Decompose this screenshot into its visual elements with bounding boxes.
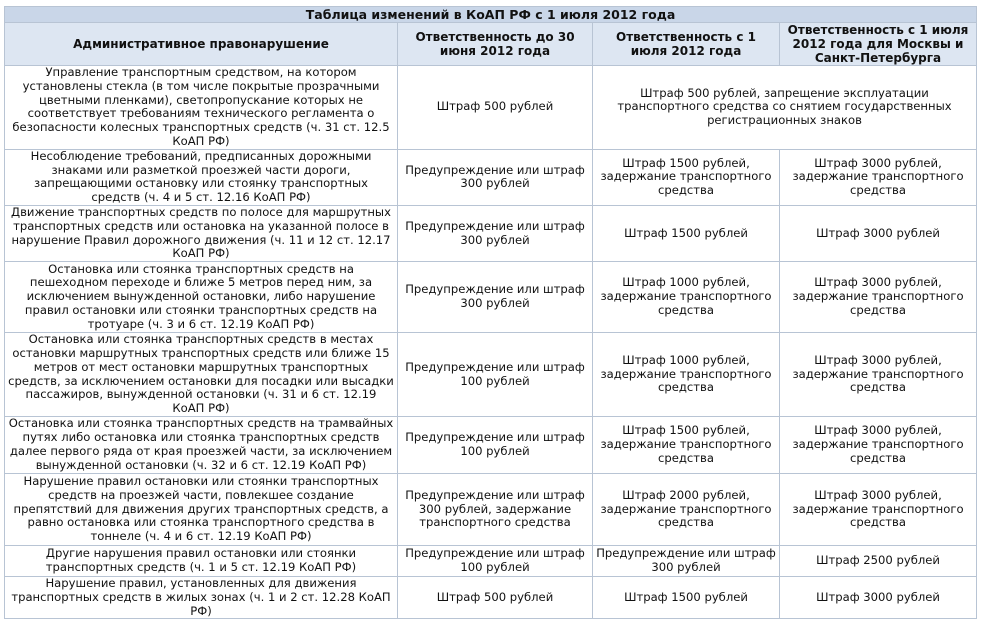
msk-cell: Штраф 3000 рублей, задержание транспортного средства <box>780 473 977 545</box>
before-cell: Предупреждение или штраф 300 рублей <box>398 262 593 333</box>
after-cell: Штраф 1500 рублей <box>593 205 780 261</box>
table-title-row <box>5 7 977 23</box>
after-cell: Штраф 1000 рублей, задержание транспортного средства <box>593 333 780 417</box>
offense-cell: Нарушение правил остановки или стоянки транспортных средств на проезжей части, повлекшее создание препятствий для движения других транспортных средств, а равно остановка или стоянка транспортного средства в тоннеле (ч. 4 и 6 ст. 12.19 КоАП РФ) <box>5 473 398 545</box>
header-msk-spb: Ответственность с 1 июля 2012 года для Москвы и Санкт-Петербурга <box>780 23 977 66</box>
msk-cell: Штраф 2500 рублей <box>780 545 977 576</box>
header-after: Ответственность с 1 июля 2012 года <box>593 23 780 66</box>
msk-cell: Штраф 3000 рублей <box>780 576 977 618</box>
table-header-row <box>5 23 977 66</box>
before-cell: Предупреждение или штраф 100 рублей <box>398 333 593 417</box>
msk-cell: Штраф 3000 рублей, задержание транспортного средства <box>780 262 977 333</box>
before-cell: Предупреждение или штраф 300 рублей, задержание транспортного средства <box>398 473 593 545</box>
changes-table <box>4 6 977 619</box>
msk-cell: Штраф 3000 рублей, задержание транспортного средства <box>780 333 977 417</box>
table-row <box>5 545 977 576</box>
msk-cell: Штраф 3000 рублей, задержание транспортного средства <box>780 416 977 473</box>
before-cell: Предупреждение или штраф 300 рублей <box>398 149 593 205</box>
table-row <box>5 66 977 150</box>
before-cell: Предупреждение или штраф 300 рублей <box>398 205 593 261</box>
header-before: Ответственность до 30 июня 2012 года <box>398 23 593 66</box>
after-cell: Штраф 2000 рублей, задержание транспортного средства <box>593 473 780 545</box>
table-row <box>5 205 977 261</box>
table-row <box>5 149 977 205</box>
header-offense: Административное правонарушение <box>5 23 398 66</box>
table-row <box>5 473 977 545</box>
before-cell: Предупреждение или штраф 100 рублей <box>398 545 593 576</box>
table-row <box>5 576 977 618</box>
msk-cell: Штраф 3000 рублей <box>780 205 977 261</box>
before-cell: Предупреждение или штраф 100 рублей <box>398 416 593 473</box>
table-row <box>5 262 977 333</box>
after-cell: Штраф 1000 рублей, задержание транспортного средства <box>593 262 780 333</box>
offense-cell: Остановка или стоянка транспортных средств на трамвайных путях либо остановка или стоянка транспортных средств далее первого ряда от края проезжей части, за исключением вынужденной остановки (ч. 32 и 6 ст. 12.19 КоАП РФ) <box>5 416 398 473</box>
after-cell: Штраф 1500 рублей, задержание транспортного средства <box>593 149 780 205</box>
table-title: Таблица изменений в КоАП РФ с 1 июля 2012 года <box>5 7 977 23</box>
offense-cell: Управление транспортным средством, на котором установлены стекла (в том числе покрытые прозрачными цветными пленками), светопропускание которых не соответствует требованиям технического регламента о безопасности колесных транспортных средств (ч. 31 ст. 12.5 КоАП РФ) <box>5 66 398 150</box>
after-cell: Предупреждение или штраф 300 рублей <box>593 545 780 576</box>
offense-cell: Другие нарушения правил остановки или стоянки транспортных средств (ч. 1 и 5 ст. 12.19 КоАП РФ) <box>5 545 398 576</box>
offense-cell: Движение транспортных средств по полосе для маршрутных транспортных средств или остановка на указанной полосе в нарушение Правил дорожного движения (ч. 11 и 12 ст. 12.17 КоАП РФ) <box>5 205 398 261</box>
table-row <box>5 416 977 473</box>
msk-cell: Штраф 3000 рублей, задержание транспортного средства <box>780 149 977 205</box>
offense-cell: Несоблюдение требований, предписанных дорожными знаками или разметкой проезжей части дороги, запрещающими остановку или стоянку транспортных средств (ч. 4 и 5 ст. 12.16 КоАП РФ) <box>5 149 398 205</box>
document <box>4 6 976 619</box>
offense-cell: Нарушение правил, установленных для движения транспортных средств в жилых зонах (ч. 1 и 2 ст. 12.28 КоАП РФ) <box>5 576 398 618</box>
table-row <box>5 333 977 417</box>
after-merged-cell: Штраф 500 рублей, запрещение эксплуатации транспортного средства со снятием государственных регистрационных знаков <box>593 66 977 150</box>
offense-cell: Остановка или стоянка транспортных средств на пешеходном переходе и ближе 5 метров перед ним, за исключением вынужденной остановки, либо нарушение правил остановки или стоянки транспортных средств на тротуаре (ч. 3 и 6 ст. 12.19 КоАП РФ) <box>5 262 398 333</box>
after-cell: Штраф 1500 рублей <box>593 576 780 618</box>
before-cell: Штраф 500 рублей <box>398 66 593 150</box>
after-cell: Штраф 1500 рублей, задержание транспортного средства <box>593 416 780 473</box>
before-cell: Штраф 500 рублей <box>398 576 593 618</box>
offense-cell: Остановка или стоянка транспортных средств в местах остановки маршрутных транспортных средств или ближе 15 метров от мест остановки маршрутных транспортных средств, за исключением остановки для посадки или высадки пассажиров, вынужденной остановки (ч. 31 и 6 ст. 12.19 КоАП РФ) <box>5 333 398 417</box>
